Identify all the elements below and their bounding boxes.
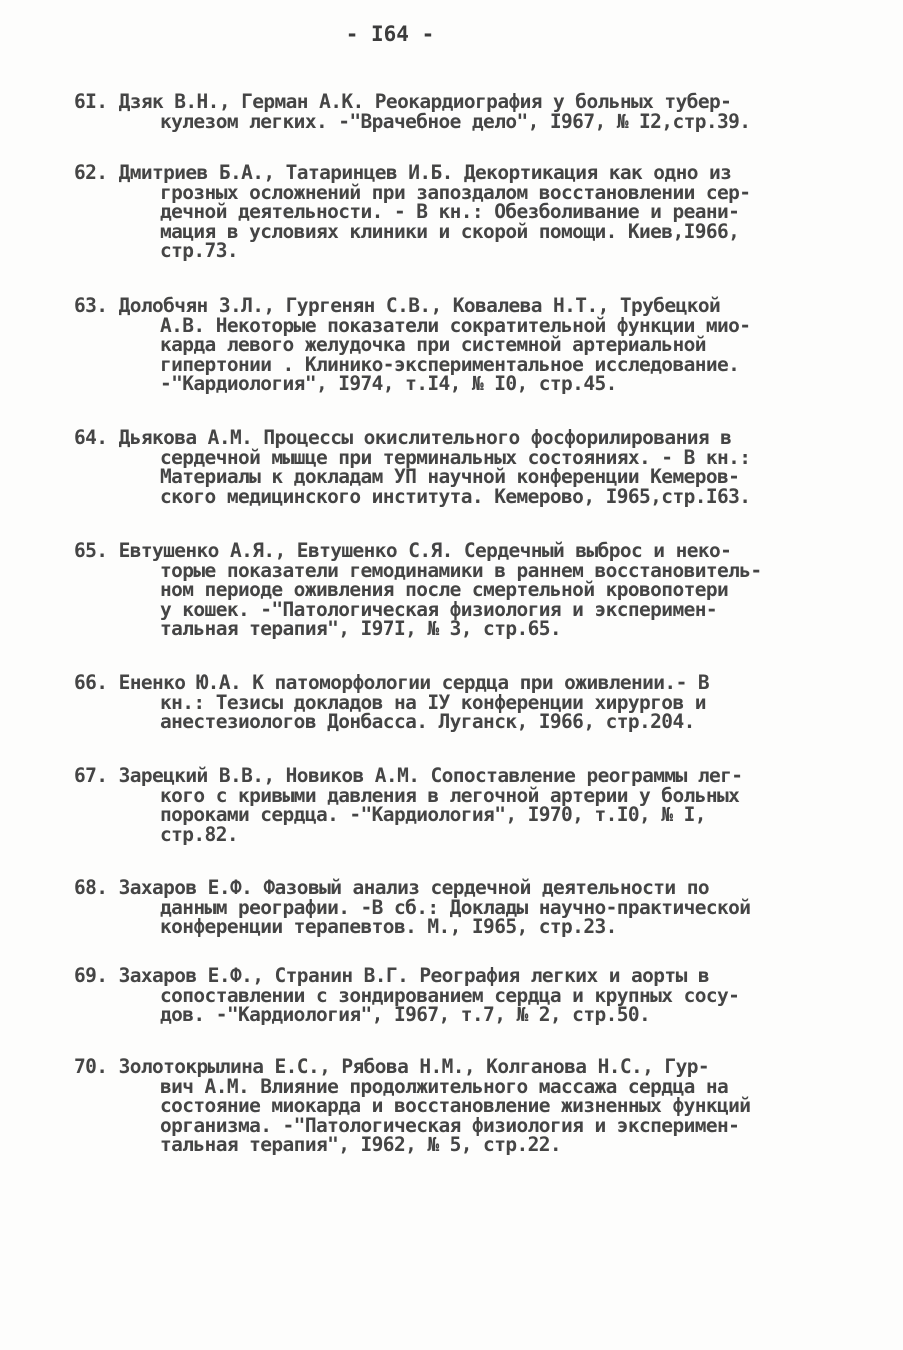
entry-first-line — [74, 92, 834, 112]
entry-number: 67. — [74, 764, 108, 787]
entry-continuation-line: А.В. Некоторые показатели сократительной функции мио- — [160, 313, 751, 337]
entry-number: 6I. — [74, 90, 108, 113]
entry-continuation-line: грозных осложнений при запоздалом восстановлении сер- — [160, 180, 751, 204]
entry-first-line-text: Евтушенко А.Я., Евтушенко С.Я. Сердечный выброс и неко- — [118, 539, 732, 562]
bibliography-entry — [74, 966, 834, 1025]
entry-continuation-line: Материалы к докладам УП научной конференции Кемеров- — [160, 465, 740, 488]
entry-continuation-line: тальная терапия", I962, № 5, стр.22. — [160, 1133, 562, 1156]
entry-first-line-text: Ененко Ю.А. К патоморфологии сердца при оживлении.- В — [118, 671, 709, 694]
bibliography-entry — [74, 673, 834, 732]
entry-first-line — [74, 296, 834, 316]
entry-first-line-text: Дзяк В.Н., Герман А.К. Реокардиография у больных тубер- — [118, 90, 732, 113]
entry-continuation-line: ского медицинского института. Кемерово, I965,стр.I63. — [160, 484, 751, 508]
entry-continuation-line: тальная терапия", I97I, № 3, стр.65. — [160, 617, 562, 640]
bibliography-entry — [74, 1057, 834, 1155]
entry-number: 70. — [74, 1055, 108, 1078]
entry-number: 62. — [74, 161, 108, 184]
entry-continuation-line: пороками сердца. -"Кардиология", I970, т.I0, № I, — [160, 803, 706, 826]
entry-continuation-line: кн.: Тезисы докладов на IУ конференции хирургов и — [160, 690, 706, 714]
entry-continuation-line: дечной деятельности. - В кн.: Обезболивание и реани- — [160, 200, 740, 223]
entry-number: 68. — [74, 876, 108, 899]
entry-first-line-text: Долобчян З.Л., Гургенян С.В., Ковалева Н.Т., Трубецкой — [118, 294, 721, 317]
entry-first-line-text: Зарецкий В.В., Новиков А.М. Сопоставление реограммы лег- — [118, 764, 743, 787]
entry-continuation-line: состояние миокарда и восстановление жизненных функций — [160, 1094, 751, 1117]
entry-continuation-line: дов. -"Кардиология", I967, т.7, № 2, стр.50. — [160, 1003, 651, 1026]
entry-continuation-line: сопоставлении с зондированием сердца и крупных сосу- — [160, 983, 740, 1007]
entry-continuation-line: кулезом легких. -"Врачебное дело", I967, № I2,стр.39. — [160, 109, 751, 133]
entry-continuation-line: конференции терапевтов. М., I965, стр.23. — [160, 915, 617, 938]
entry-number: 69. — [74, 964, 108, 987]
entry-number: 64. — [74, 426, 108, 449]
entry-first-line — [74, 878, 834, 898]
entry-continuation-line: мация в условиях клиники и скорой помощи. Киев,I966, — [160, 219, 740, 243]
entry-continuation-line: данным реографии. -В сб.: Доклады научно-практической — [160, 895, 751, 919]
entry-first-line-text: Дьякова А.М. Процессы окислительного фосфорилирования в — [118, 426, 732, 449]
entry-first-line-text: Дмитриев Б.А., Татаринцев И.Б. Декортикация как одно из — [118, 161, 732, 184]
entry-continuation-line: ном периоде оживления после смертельной кровопотери — [160, 578, 729, 601]
bibliography-entry — [74, 296, 834, 394]
entry-first-line — [74, 766, 834, 786]
entry-first-line — [74, 541, 834, 561]
entry-continuation-line: кого с кривыми давления в легочной артерии у больных — [160, 783, 740, 807]
entry-continuation-line: -"Кардиология", I974, т.I4, № I0, стр.45. — [160, 372, 617, 395]
entry-continuation-line: стр.82. — [160, 822, 238, 846]
entry-continuation-line: карда левого желудочка при системной артериальной — [160, 333, 706, 356]
entry-first-line-text: Золотокрылина Е.С., Рябова Н.М., Колганова Н.С., Гур- — [118, 1055, 709, 1078]
bibliography-entry — [74, 92, 834, 131]
entry-continuation-line: торые показатели гемодинамики в раннем восстановитель- — [160, 558, 762, 582]
page-number: - I64 - — [345, 22, 435, 46]
entry-first-line — [74, 673, 834, 693]
entry-continuation-line: у кошек. -"Патологическая физиология и эксперимен- — [160, 597, 717, 621]
entry-first-line — [74, 1057, 834, 1077]
entry-first-line — [74, 163, 834, 183]
bibliography-entry — [74, 163, 834, 261]
entry-first-line — [74, 966, 834, 986]
bibliography-entry — [74, 428, 834, 506]
entry-continuation-line: сердечной мышце при терминальных состояниях. - В кн.: — [160, 445, 751, 469]
entry-number: 66. — [74, 671, 108, 694]
entry-continuation-line: стр.73. — [160, 239, 238, 262]
bibliography-entry — [74, 541, 834, 639]
entry-first-line — [74, 428, 834, 448]
entry-number: 63. — [74, 294, 108, 317]
entry-continuation-line: гипертонии . Клинико-экспериментальное исследование. — [160, 352, 740, 376]
entry-continuation-line: организма. -"Патологическая физиология и эксперимен- — [160, 1113, 740, 1137]
entry-first-line-text: Захаров Е.Ф. Фазовый анализ сердечной деятельности по — [118, 876, 709, 899]
entry-continuation-line: вич А.М. Влияние продолжительного массажа сердца на — [160, 1074, 729, 1098]
entry-number: 65. — [74, 539, 108, 562]
bibliography-entry — [74, 878, 834, 937]
bibliography-entry — [74, 766, 834, 844]
entry-continuation-line: анестезиологов Донбасса. Луганск, I966, стр.204. — [160, 710, 695, 733]
entry-first-line-text: Захаров Е.Ф., Странин В.Г. Реография легких и аорты в — [118, 964, 709, 987]
